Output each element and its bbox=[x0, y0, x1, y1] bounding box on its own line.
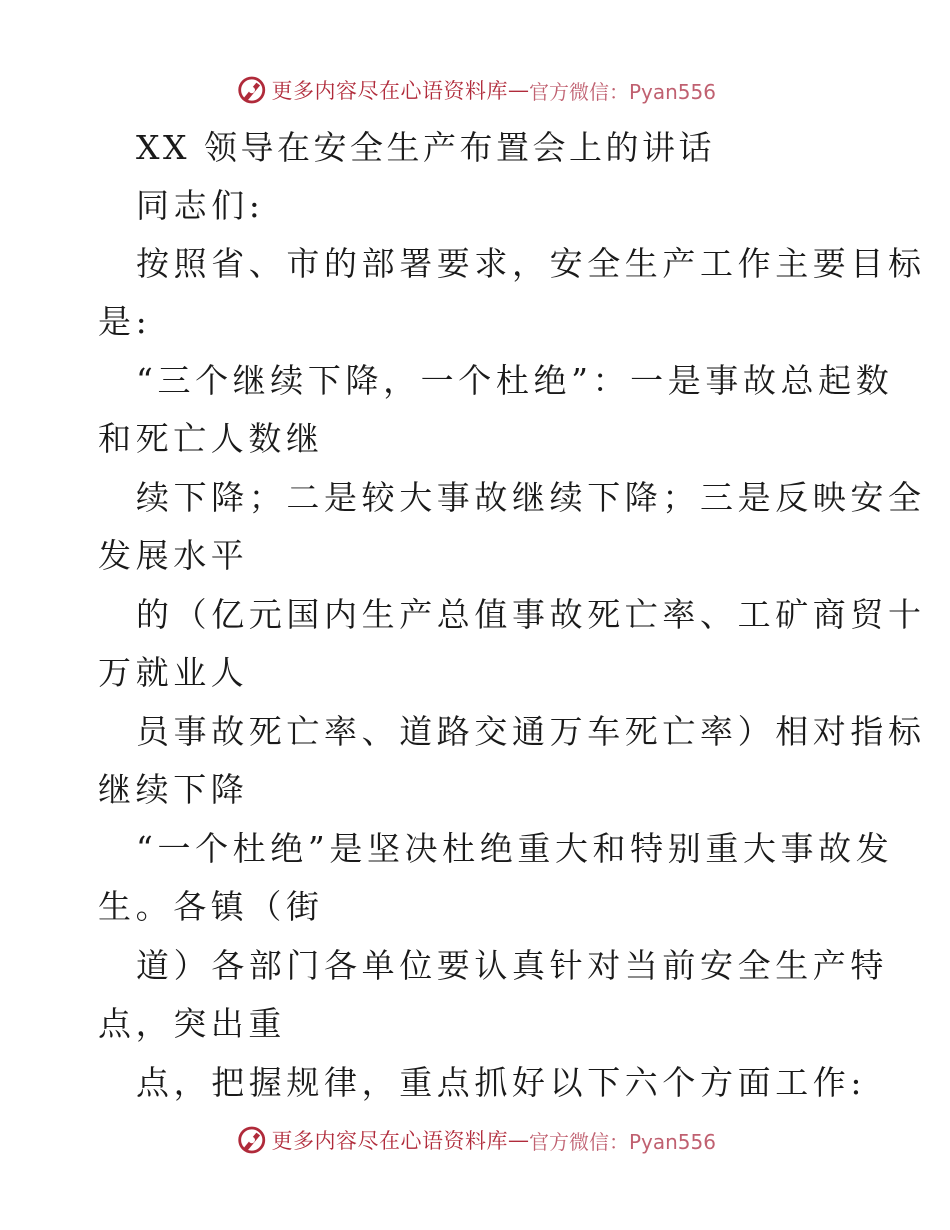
text-line: 的（亿元国内生产总值事故死亡率、工矿商贸十 bbox=[136, 595, 926, 634]
text-line: 点，突出重 bbox=[98, 1004, 286, 1043]
banner-separator: — bbox=[507, 1128, 529, 1152]
text-line: 员事故死亡率、道路交通万车死亡率）相对指标 bbox=[136, 712, 926, 751]
text-line: 道）各部门各单位要认真针对当前安全生产特 bbox=[136, 946, 888, 985]
text-line: “三个继续下降，一个杜绝”：一是事故总起数 bbox=[136, 361, 894, 400]
text-line: “一个杜绝”是坚决杜绝重大和特别重大事故发 bbox=[136, 829, 894, 868]
text-line: 同志们: bbox=[136, 186, 265, 225]
banner-wechat-text: 官方微信：Pyan556 bbox=[528, 79, 716, 104]
text-line: 生。各镇（街 bbox=[98, 887, 324, 926]
header-watermark-banner bbox=[236, 70, 716, 110]
pen-logo-icon bbox=[236, 1123, 267, 1157]
text-line: 发展水平 bbox=[98, 536, 249, 575]
text-line: 是: bbox=[98, 302, 152, 341]
text-line: 万就业人 bbox=[98, 653, 249, 692]
pen-logo-icon bbox=[236, 73, 267, 107]
text-line: 和死亡人数继 bbox=[98, 419, 324, 458]
text-line: 按照省、市的部署要求，安全生产工作主要目标 bbox=[136, 244, 926, 283]
document-title: XX 领导在安全生产布置会上的讲话 bbox=[136, 128, 715, 167]
text-line: 点，把握规律，重点抓好以下六个方面工作: bbox=[136, 1063, 867, 1102]
banner-main-text: 更多内容尽在心语资料库 bbox=[271, 1129, 508, 1153]
banner-separator: — bbox=[507, 78, 529, 102]
banner-main-text: 更多内容尽在心语资料库 bbox=[271, 79, 508, 103]
text-line: 继续下降 bbox=[98, 770, 249, 809]
footer-watermark-banner bbox=[236, 1120, 716, 1160]
text-line: 续下降；二是较大事故继续下降；三是反映安全 bbox=[136, 478, 926, 517]
banner-wechat-text: 官方微信：Pyan556 bbox=[528, 1129, 716, 1154]
